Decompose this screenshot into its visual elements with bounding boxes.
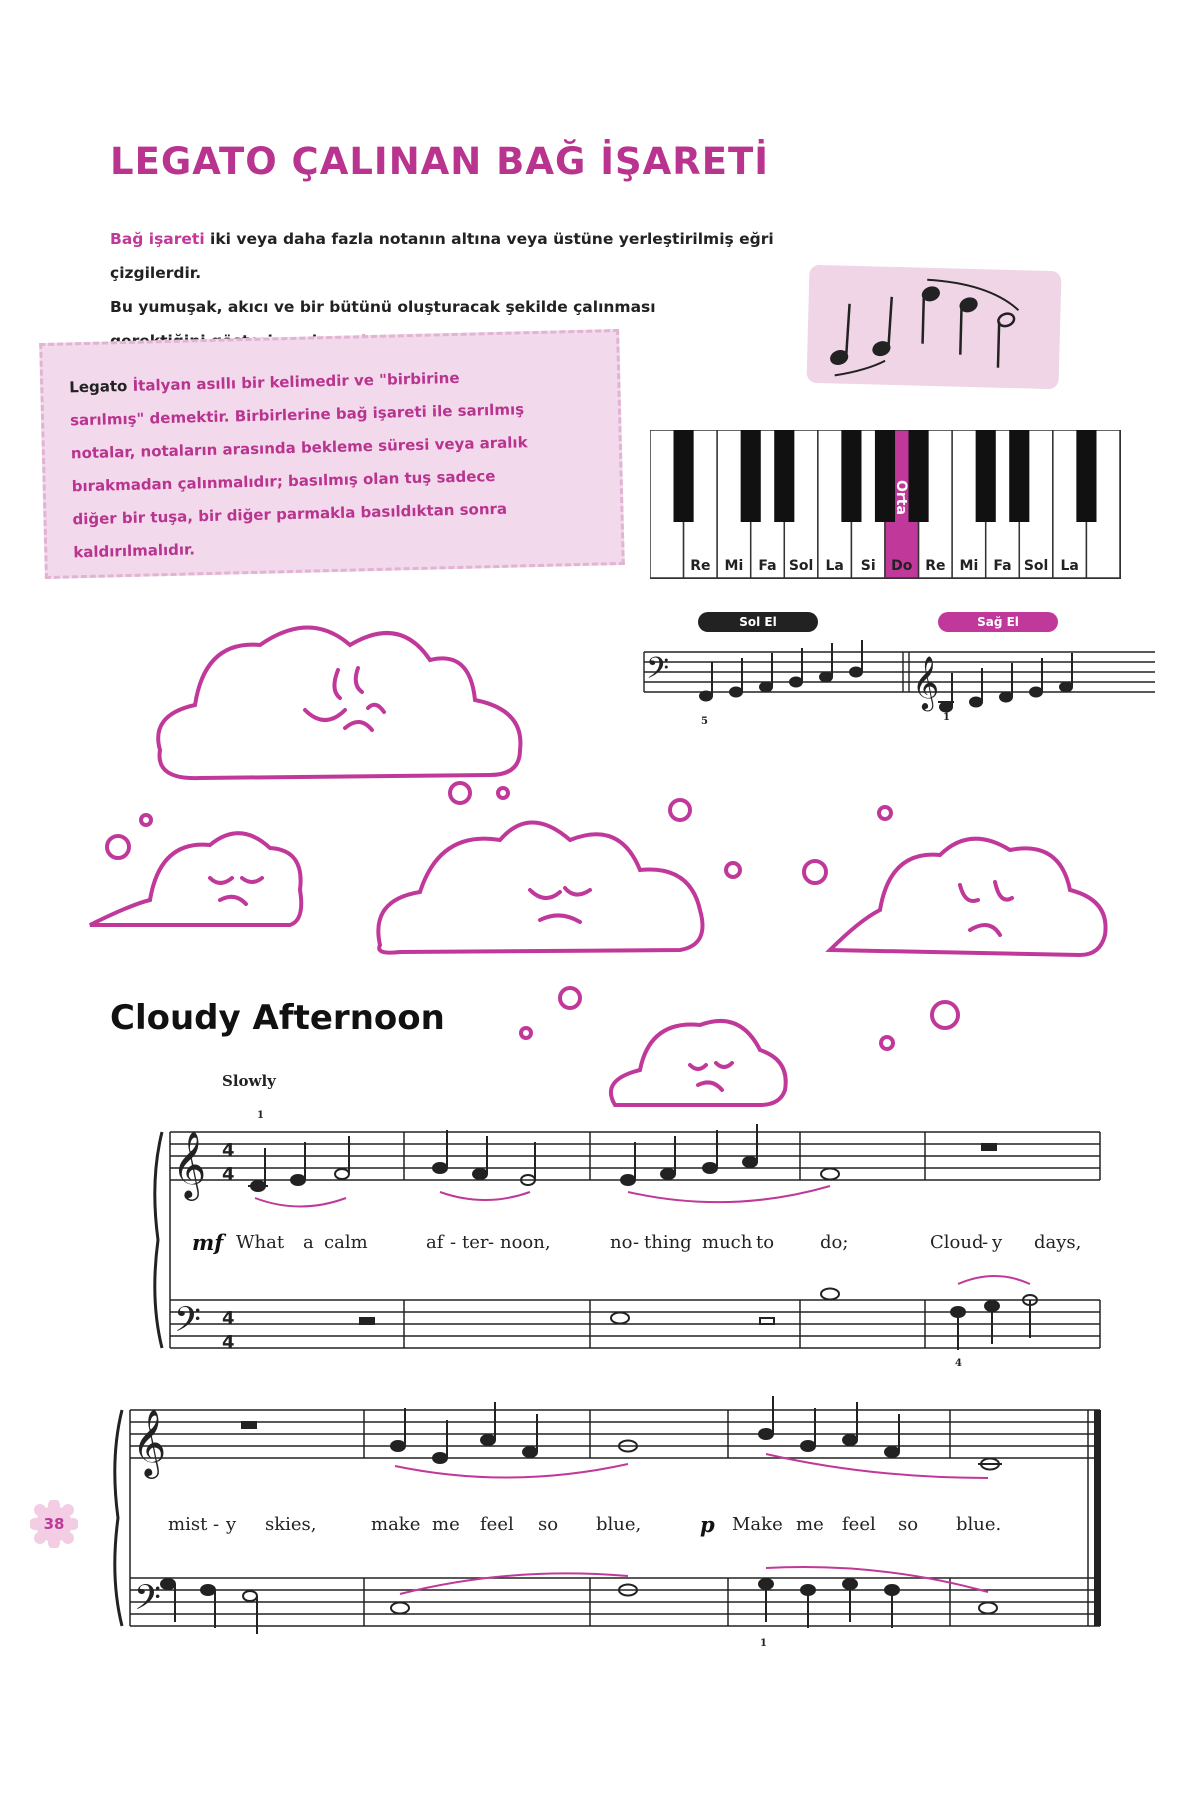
treble-clef-icon: 𝄞 [912, 655, 940, 709]
middle-c-label: Orta [892, 480, 909, 515]
score-system-1 [150, 1100, 1150, 1360]
dynamic-p: p [700, 1512, 715, 1537]
piano-keyboard [650, 430, 1130, 580]
bass-clef-icon: 𝄢 [646, 652, 670, 693]
svg-text:4: 4 [222, 1308, 235, 1329]
right-hand-label: Sağ El [938, 612, 1058, 632]
key-label: Sol [1023, 558, 1049, 574]
cloud-middle [378, 823, 702, 953]
score-system-2 [110, 1378, 1150, 1638]
tempo-marking: Slowly [222, 1072, 276, 1090]
fingering-3: 1 [760, 1638, 767, 1649]
left-hand-finger: 5 [701, 716, 708, 727]
key-label: Mi [724, 558, 744, 574]
treble-clef-icon: 𝄞 [132, 1408, 167, 1476]
treble-clef-icon: 𝄞 [172, 1130, 207, 1198]
intro-line-1: Bağ işareti iki veya daha fazla notanın altına veya üstüne yerleştirilmiş eğri çizgilerdir. [110, 230, 774, 282]
term-bag-isareti: Bağ işareti [110, 230, 205, 248]
key-label: Fa [993, 558, 1012, 574]
page-number-badge [30, 1500, 78, 1548]
dynamic-mf: mf [192, 1230, 224, 1255]
right-hand-finger: 1 [943, 712, 950, 723]
black-key [976, 430, 996, 522]
svg-text:4: 4 [222, 1332, 235, 1353]
page-number: 38 [43, 1515, 65, 1533]
key-label: Re [925, 558, 946, 574]
fingering-1: 1 [257, 1110, 264, 1121]
key-label: Fa [758, 558, 777, 574]
cloud-large [158, 628, 520, 779]
tie-example-notes [806, 265, 1061, 390]
page-title: LEGATO ÇALINAN BAĞ İŞARETİ [110, 140, 770, 183]
black-key [875, 430, 895, 522]
legato-definition-box: Legato İtalyan asıllı bir kelimedir ve "birbirine sarılmış" demektir. Birbirlerine bağ işareti ile sarılmış notalar, notaların arasında bekleme süresi veya aralık bırakmadan çalınmalıdır; basılmış olan tuş sadece diğer bir tuşa, bir diğer parmakla basıldıktan sonra kaldırılmalıdır. [39, 329, 625, 579]
cloud-small-left [90, 833, 301, 925]
key-label: Mi [959, 558, 979, 574]
svg-text:4: 4 [222, 1140, 235, 1161]
left-hand-label: Sol El [698, 612, 818, 632]
black-key [741, 430, 761, 522]
cloud-tiny [611, 1021, 786, 1105]
fingering-2: 4 [955, 1358, 962, 1369]
intro-line-2: Bu yumuşak, akıcı ve bir bütünü oluşturacak şekilde çalınması [110, 298, 656, 316]
black-key [841, 430, 861, 522]
key-label: Do [891, 558, 913, 574]
black-key [1076, 430, 1096, 522]
bass-clef-icon: 𝄢 [174, 1299, 202, 1348]
term-legato-box: Legato [69, 376, 128, 397]
bass-clef-icon: 𝄢 [134, 1577, 162, 1626]
key-label: La [1060, 558, 1079, 574]
svg-text:4: 4 [222, 1164, 235, 1185]
key-label: Re [690, 558, 711, 574]
key-label: Si [860, 558, 876, 574]
tie-example-box [806, 265, 1061, 390]
clouds-illustration [0, 600, 1200, 1120]
black-key [674, 430, 694, 522]
black-key [774, 430, 794, 522]
key-label: La [825, 558, 844, 574]
song-title: Cloudy Afternoon [110, 998, 445, 1038]
key-label: Sol [788, 558, 814, 574]
black-key [909, 430, 929, 522]
black-key [1009, 430, 1029, 522]
